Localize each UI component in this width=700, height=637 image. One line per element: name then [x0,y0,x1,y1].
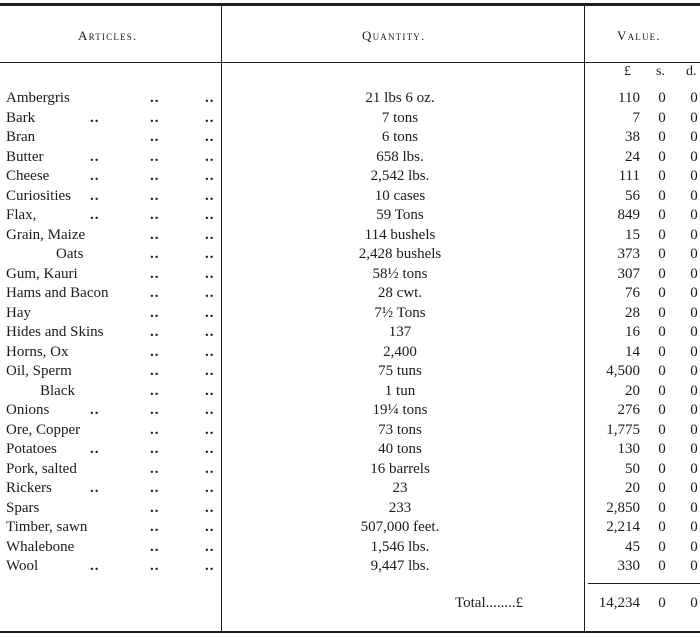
value-pounds-cell: 45 [625,539,640,555]
value-pounds-cell: 38 [625,129,640,145]
leader-dots: .. [150,324,160,340]
quantity-cell: 21 lbs 6 oz. [365,90,435,106]
value-pounds-cell: 276 [617,402,640,418]
quantity-cell: 658 lbs. [376,149,424,165]
leader-dots: .. [205,266,215,282]
value-pounds-cell: 110 [618,90,640,106]
leader-dots: .. [205,461,215,477]
leader-dots: .. [150,441,160,457]
leader-dots: .. [90,149,100,165]
value-shillings-cell: 0 [658,168,666,184]
value-shillings-cell: 0 [658,129,666,145]
leader-dots: .. [150,266,160,282]
value-shillings-cell: 0 [658,344,666,360]
value-pence-cell: 0 [690,168,698,184]
article-name: Oats [56,246,84,262]
quantity-cell: 28 cwt. [377,285,423,301]
quantity-cell: 7½ Tons [374,305,426,321]
article-name: Curiosities [6,188,72,204]
value-pence-cell: 0 [690,188,698,204]
value-pence-cell: 0 [690,285,698,301]
value-pounds-cell: 56 [625,188,640,204]
header-bottom-rule [0,62,700,63]
header-value: Value. [617,28,661,43]
value-pounds-cell: 20 [625,383,640,399]
leader-dots: .. [205,558,215,574]
value-shillings-cell: 0 [658,558,666,574]
quantity-cell: 58½ tons [372,266,428,282]
value-pence-cell: 0 [690,422,698,438]
value-pence-cell: 0 [690,519,698,535]
value-pounds-cell: 28 [625,305,640,321]
quantity-cell: 2,428 bushels [358,246,442,262]
value-pence-cell: 0 [690,480,698,496]
value-pounds-cell: 849 [617,207,640,223]
value-pounds-cell: 130 [617,441,640,457]
value-shillings-cell: 0 [658,441,666,457]
value-pence-cell: 0 [690,441,698,457]
col-divider-1 [221,5,222,633]
quantity-cell: 507,000 feet. [360,519,440,535]
value-pounds-cell: 2,214 [606,519,640,535]
value-pounds-cell: 307 [617,266,640,282]
leader-dots: .. [205,500,215,516]
leader-dots: .. [205,149,215,165]
article-name: Spars [6,500,40,516]
value-pence-cell: 0 [690,558,698,574]
quantity-cell: 73 tons [378,422,422,438]
quantity-cell: 40 tons [378,441,422,457]
leader-dots: .. [150,363,160,379]
leader-dots: .. [150,480,160,496]
quantity-cell: 23 [392,480,408,496]
value-shillings-cell: 0 [658,480,666,496]
quantity-cell: 2,400 [383,344,417,360]
leader-dots: .. [205,363,215,379]
total-shillings: 0 [658,595,666,611]
quantity-cell: 19¼ tons [372,402,428,418]
leader-dots: .. [90,168,100,184]
value-pounds-cell: 1,775 [606,422,640,438]
leader-dots: .. [205,480,215,496]
article-name: Bran [6,129,36,145]
leader-dots: .. [150,402,160,418]
leader-dots: .. [150,519,160,535]
leader-dots: .. [205,285,215,301]
value-shillings-cell: 0 [658,422,666,438]
article-name: Timber, sawn [6,519,88,535]
value-pounds-cell: 330 [617,558,640,574]
leader-dots: .. [205,305,215,321]
article-name: Hams and Bacon [6,285,109,301]
article-name: Whalebone [6,539,75,555]
unit-pence: d. [686,64,697,79]
value-shillings-cell: 0 [658,461,666,477]
leader-dots: .. [205,246,215,262]
leader-dots: .. [205,90,215,106]
leader-dots: .. [150,227,160,243]
quantity-cell: 1 tun [384,383,416,399]
value-pence-cell: 0 [690,207,698,223]
article-name: Ore, Copper [6,422,81,438]
value-pounds-cell: 7 [632,110,640,126]
value-pence-cell: 0 [690,129,698,145]
leader-dots: .. [150,422,160,438]
value-pounds-cell: 50 [625,461,640,477]
leader-dots: .. [205,422,215,438]
value-shillings-cell: 0 [658,246,666,262]
leader-dots: .. [90,207,100,223]
value-pence-cell: 0 [690,227,698,243]
quantity-cell: 7 tons [381,110,419,126]
leader-dots: .. [150,461,160,477]
leader-dots: .. [150,285,160,301]
leader-dots: .. [205,324,215,340]
total-label: Total........£ [455,595,524,611]
value-shillings-cell: 0 [658,324,666,340]
value-shillings-cell: 0 [658,266,666,282]
value-pounds-cell: 373 [617,246,640,262]
leader-dots: .. [150,168,160,184]
article-name: Bark [6,110,36,126]
quantity-cell: 6 tons [381,129,419,145]
header-quantity: Quantity. [362,28,426,43]
bottom-rule [0,631,700,633]
leader-dots: .. [205,344,215,360]
value-shillings-cell: 0 [658,519,666,535]
leader-dots: .. [205,383,215,399]
total-pence: 0 [690,595,698,611]
article-name: Gum, Kauri [6,266,78,282]
leader-dots: .. [150,129,160,145]
unit-pounds: £ [624,64,631,79]
leader-dots: .. [150,500,160,516]
top-rule [0,3,700,6]
value-shillings-cell: 0 [658,149,666,165]
leader-dots: .. [205,188,215,204]
value-pounds-cell: 16 [625,324,640,340]
leader-dots: .. [205,441,215,457]
article-name: Hay [6,305,31,321]
article-name: Hides and Skins [6,324,104,340]
value-pence-cell: 0 [690,246,698,262]
value-pence-cell: 0 [690,344,698,360]
value-pence-cell: 0 [690,363,698,379]
leader-dots: .. [205,519,215,535]
leader-dots: .. [150,344,160,360]
value-shillings-cell: 0 [658,363,666,379]
article-name: Flax, [6,207,37,223]
quantity-cell: 59 Tons [376,207,424,223]
leader-dots: .. [205,539,215,555]
article-name: Rickers [6,480,52,496]
article-name: Ambergris [6,90,70,106]
value-pence-cell: 0 [690,149,698,165]
quantity-cell: 137 [388,324,412,340]
value-pence-cell: 0 [690,324,698,340]
quantity-cell: 1,546 lbs. [370,539,430,555]
leader-dots: .. [90,480,100,496]
value-shillings-cell: 0 [658,207,666,223]
value-shillings-cell: 0 [658,110,666,126]
value-pence-cell: 0 [690,383,698,399]
value-pounds-cell: 76 [625,285,640,301]
article-name: Black [40,383,75,399]
quantity-cell: 233 [388,500,412,516]
leader-dots: .. [150,207,160,223]
article-name: Pork, salted [6,461,77,477]
value-shillings-cell: 0 [658,500,666,516]
article-name: Horns, Ox [6,344,69,360]
leader-dots: .. [150,539,160,555]
article-name: Butter [6,149,44,165]
leader-dots: .. [205,168,215,184]
value-pence-cell: 0 [690,266,698,282]
value-pounds-cell: 15 [625,227,640,243]
quantity-cell: 75 tuns [378,363,422,379]
leader-dots: .. [205,207,215,223]
article-name: Wool [6,558,39,574]
value-pence-cell: 0 [690,402,698,418]
leader-dots: .. [150,246,160,262]
quantity-cell: 10 cases [374,188,426,204]
value-shillings-cell: 0 [658,539,666,555]
value-shillings-cell: 0 [658,227,666,243]
value-shillings-cell: 0 [658,383,666,399]
value-shillings-cell: 0 [658,402,666,418]
leader-dots: .. [150,188,160,204]
article-name: Potatoes [6,441,57,457]
leader-dots: .. [90,110,100,126]
value-pounds-cell: 2,850 [606,500,640,516]
quantity-cell: 2,542 lbs. [370,168,430,184]
leader-dots: .. [90,188,100,204]
unit-shillings: s. [656,64,665,79]
leader-dots: .. [205,129,215,145]
article-name: Grain, Maize [6,227,86,243]
leader-dots: .. [150,149,160,165]
value-pounds-cell: 111 [618,168,640,184]
leader-dots: .. [150,110,160,126]
quantity-cell: 16 barrels [370,461,430,477]
value-pence-cell: 0 [690,500,698,516]
article-name: Onions [6,402,50,418]
value-pounds-cell: 4,500 [606,363,640,379]
value-shillings-cell: 0 [658,305,666,321]
total-top-rule [588,583,700,584]
leader-dots: .. [205,227,215,243]
value-pence-cell: 0 [690,539,698,555]
leader-dots: .. [150,305,160,321]
value-shillings-cell: 0 [658,90,666,106]
leader-dots: .. [150,90,160,106]
leader-dots: .. [90,558,100,574]
leader-dots: .. [90,402,100,418]
quantity-cell: 114 bushels [364,227,436,243]
leader-dots: .. [150,558,160,574]
value-pence-cell: 0 [690,461,698,477]
leader-dots: .. [150,383,160,399]
value-pence-cell: 0 [690,90,698,106]
quantity-cell: 9,447 lbs. [370,558,430,574]
header-articles: Articles. [78,28,138,43]
leader-dots: .. [205,402,215,418]
leader-dots: .. [205,110,215,126]
leader-dots: .. [90,441,100,457]
article-name: Cheese [6,168,50,184]
value-pounds-cell: 20 [625,480,640,496]
total-value: 14,234 [598,595,640,611]
value-pounds-cell: 24 [625,149,640,165]
value-pence-cell: 0 [690,305,698,321]
value-pounds-cell: 14 [625,344,640,360]
article-name: Oil, Sperm [6,363,72,379]
value-shillings-cell: 0 [658,285,666,301]
value-pence-cell: 0 [690,110,698,126]
value-shillings-cell: 0 [658,188,666,204]
